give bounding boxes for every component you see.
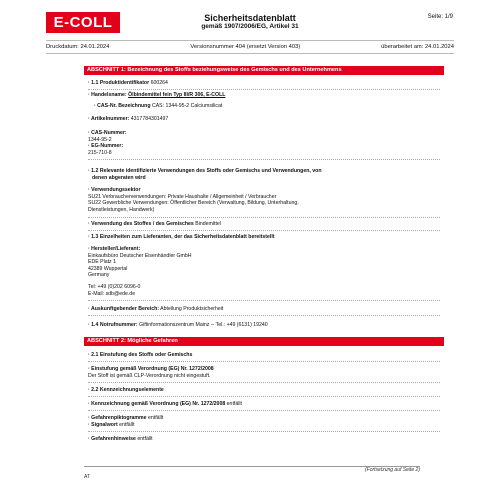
supplier-line-2: EDE Platz 1: [88, 259, 116, 265]
eg-number-value: 215-710-8: [88, 149, 112, 156]
eg-number-label: · EG-Nummer:: [88, 143, 123, 150]
label-elements-heading: · 2.2 Kennzeichnungselemente: [88, 387, 164, 394]
sector-su21: SU21 Verbraucherverwendungen: Private Haushalte / Allgemeinheit / Verbraucher: [88, 193, 277, 200]
document-meta-row: [46, 41, 454, 52]
product-identifier: · 1.1 Produktidentifikator 600264: [88, 80, 168, 87]
divider: [88, 89, 440, 90]
relevant-uses-heading-cont: denen abgeraten wird: [92, 174, 146, 181]
sector-su22-cont: Dienstleistungen, Handwerk): [88, 206, 155, 213]
hazard-pictograms: · Gefahrenpiktogramme entfällt: [88, 415, 163, 422]
supplier-phone: Tel: +49 (0)202 6096-0: [88, 284, 141, 290]
country-code: AT: [84, 474, 91, 480]
cas-number-label: · CAS-Nummer:: [88, 130, 127, 137]
divider: [88, 410, 440, 411]
divider: [88, 217, 440, 218]
supplier-email: E-Mail: sdb@ede.de: [88, 290, 136, 297]
cas-designation: · CAS-Nr. Bezeichnung CAS: 1344-95-2 Calciumsilicat: [94, 103, 222, 110]
divider: [88, 361, 440, 362]
supplier-label: · Hersteller/Lieferant:: [88, 246, 140, 253]
classification-regulation: · Einstufung gemäß Verordnung (EG) Nr. 1272/2008: [88, 366, 214, 373]
document-title: Sicherheitsdatenblatt: [204, 13, 296, 23]
cas-number-value: 1344-95-2: [88, 136, 112, 143]
version-number: Versionsnummer 404 (ersetzt Version 403): [190, 43, 301, 50]
e-coll-logo: E-COLL: [46, 12, 120, 33]
substance-use: · Verwendung des Stoffes / des Gemisches Bindemittel: [88, 221, 221, 228]
header-divider-bottom: [46, 53, 454, 54]
supplier-details-heading: · 1.3 Einzelheiten zum Lieferanten, der das Sicherheitsdatenblatt bereitstellt: [88, 234, 275, 241]
emergency-number: · 1.4 Notrufnummer: Giftinformationszentrum Mainz -- Tel.: +49 (6131) 19240: [88, 322, 268, 329]
trade-name: · Handelsname: Ölbindemittel fein Typ III/R 306, E-COLL: [88, 92, 225, 99]
section-1-heading: ABSCHNITT 1: Bezeichnung des Stoffs beziehungsweise des Gemischs und des Unternehmens: [84, 66, 444, 75]
labelling-regulation: · Kennzeichnung gemäß Verordnung (EG) Nr. 1272/2008 entfällt: [88, 401, 242, 408]
print-date: Druckdatum: 24.01.2024: [46, 43, 110, 50]
continued-note: (Fortsetzung auf Seite 2): [364, 467, 420, 473]
divider: [88, 315, 440, 316]
classification-heading: · 2.1 Einstufung des Stoffs oder Gemischs: [88, 352, 192, 359]
supplier-line-4: Germany: [88, 272, 110, 278]
hazard-statements: · Gefahrenhinweise entfällt: [88, 436, 153, 443]
signal-word: · Signalwort entfällt: [88, 422, 134, 429]
classification-value: Der Stoff ist gemäß CLP-Verordnung nicht eingestuft.: [88, 372, 211, 379]
supplier-line-3: 42389 Wuppertal: [88, 265, 128, 272]
supplier-line-1: Einkaufsbüro Deutscher Eisenhändler GmbH: [88, 252, 192, 259]
divider: [88, 300, 440, 301]
sector-label: · Verwendungssektor: [88, 187, 140, 194]
divider: [88, 431, 440, 432]
document-subtitle: gemäß 1907/2006/EG, Artikel 31: [201, 23, 299, 30]
article-number: · Artikelnummer: 4317784301497: [88, 116, 168, 123]
relevant-uses-heading: · 1.2 Relevante identifizierte Verwendungen des Stoffs oder Gemischs und Verwendungen, von: [88, 168, 322, 175]
page-number: Seite: 1/9: [427, 14, 453, 20]
sector-su22: SU22 Gewerbliche Verwendungen: Öffentlicher Bereich (Verwaltung, Bildung, Unterhaltung,: [88, 200, 299, 206]
revision-date: überarbeitet am: 24.01.2024: [381, 43, 454, 50]
divider: [88, 230, 440, 231]
divider: [88, 382, 440, 383]
info-department: · Auskunftgebender Bereich: Abteilung Produktsicherheit: [88, 306, 223, 313]
divider: [88, 396, 440, 397]
section-2-heading: ABSCHNITT 2: Mögliche Gefahren: [84, 337, 444, 346]
divider: [88, 159, 440, 160]
